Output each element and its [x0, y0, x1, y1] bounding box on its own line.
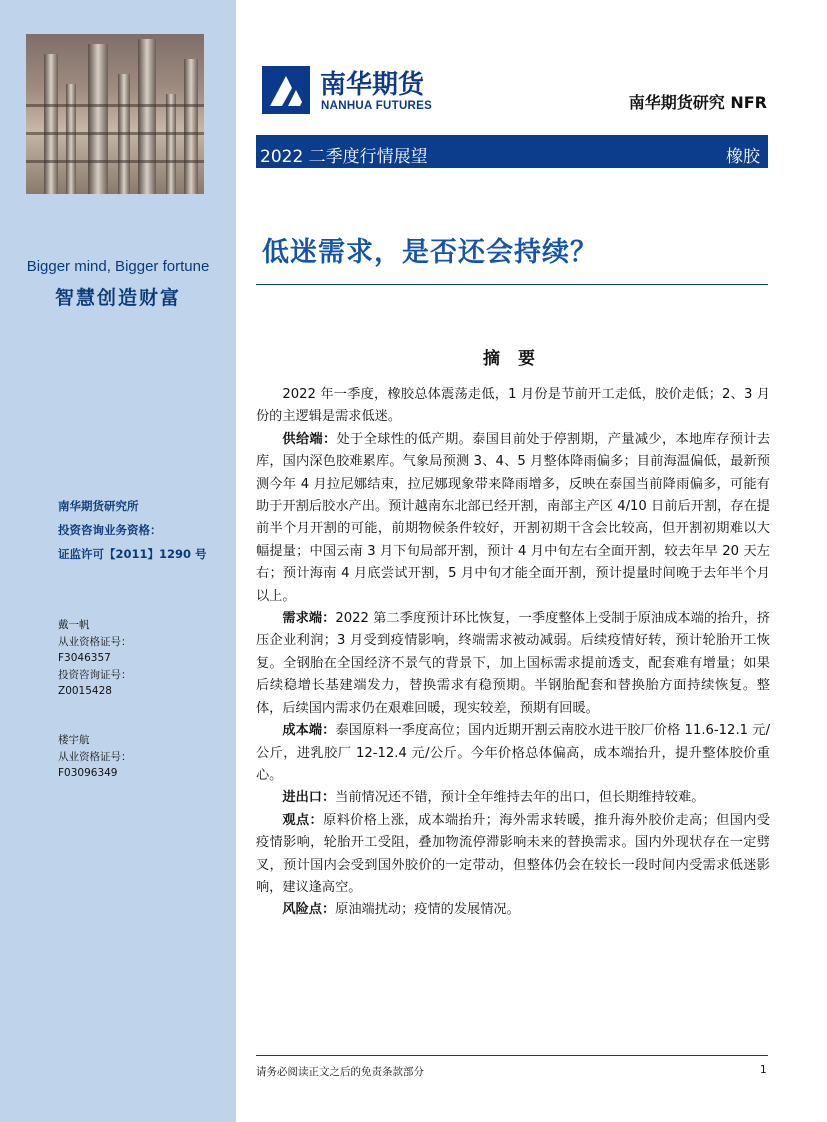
cert-number: F3046357: [58, 652, 111, 664]
qualification-label: 投资咨询业务资格：: [58, 523, 162, 537]
analyst-name: 楼宇航: [58, 734, 90, 746]
cert-label: 从业资格证号：: [58, 750, 132, 763]
page-number: 1: [760, 1064, 767, 1076]
title-divider: [256, 284, 768, 285]
paragraph-text: 当前情况还不错，预计全年维持去年的出口，但长期维持较难。: [335, 790, 705, 806]
analyst-2: [58, 732, 132, 782]
abstract-body: [256, 384, 770, 922]
invest-label: 投资咨询证号：: [58, 668, 132, 681]
institute-name: 南华期货研究所: [58, 499, 139, 513]
paragraph-text: 2022 第二季度预计环比恢复，一季度整体上受制于原油成本端的抬升，挤压企业利润；3 月受到疫情影响，终端需求被动减弱。后续疫情好转，预计轮胎开工恢复。全钢胎在全国经济不景气的背景下，加上国标需求提前透支，配套难有增量；如果后续稳增长基建端发力，替换需求有稳预期。半钢胎配套和替换胎方面持续恢复。整体，后续国内需求仍在艰难回暖，现实较差，预期有回暖。: [256, 611, 770, 716]
slogan-english: Bigger mind, Bigger fortune: [26, 258, 210, 275]
cert-label: 从业资格证号：: [58, 635, 132, 648]
paragraph-label: 观点：: [282, 812, 324, 828]
nanhua-logo-icon: [262, 66, 310, 114]
cert-number: F03096349: [58, 767, 118, 779]
report-title: 低迷需求，是否还会持续？: [262, 237, 598, 268]
footer-divider: [256, 1055, 768, 1056]
slogan-chinese: 智慧创造财富: [54, 287, 181, 309]
paragraph: [256, 810, 770, 900]
license-number: 证监许可【2011】1290 号: [58, 547, 207, 561]
analyst-name: 戴一帆: [58, 619, 90, 631]
logo-chinese: 南华期货: [320, 70, 425, 100]
logo-english: NANHUA FUTURES: [321, 100, 433, 112]
paragraph-text: 处于全球性的低产期。泰国目前处于停割期，产量减少，本地库存预计去库，国内深色胶难累库。气象局预测 3、4、5 月整体降雨偏多；目前海温偏低，最新预测今年 4 月拉尼娜结束，拉尼娜现象带来降雨增多，反映在泰国当前降雨偏多，可能有助于开割后胶水产出。预计越南东北部已经开割，南部主产区 4/10 日前后开割，存在提前半个月开割的可能，前期物候条件较好，开割初期干含会比较高，但开割初期难以大幅提量；中国云南 3 月下旬局部开割，预计 4 月中旬左右全面开割，较去年早 20 天左右；预计海南 4 月底尝试开割，5 月中旬才能全面开割，预计提量时间晚于去年半个月以上。: [256, 431, 771, 604]
paragraph-text: 原料价格上涨，成本端抬升；海外需求转暖，推升海外胶价走高；但国内受疫情影响，轮胎开工受阻，叠加物流停滞影响未来的替换需求。国内外现状存在一定劈叉，预计国内会受到国外胶价的一定带动，但整体仍会在较长一段时间内受需求低迷影响，建议逢高空。: [256, 812, 771, 895]
paragraph: [256, 608, 770, 720]
report-banner: [256, 135, 768, 168]
abstract-heading: 摘 要: [483, 349, 541, 369]
research-brand: 南华期货研究 NFR: [628, 93, 767, 112]
sidebar: [0, 0, 236, 1122]
paragraph: [256, 384, 770, 429]
banner-category: 橡胶: [726, 147, 760, 167]
paragraph-label: 风险点：: [282, 902, 336, 918]
paragraph: [256, 787, 770, 809]
paragraph: [256, 429, 770, 608]
paragraph-label: 进出口：: [282, 790, 336, 806]
paragraph-text: 原油端扰动；疫情的发展情况。: [335, 902, 520, 918]
paragraph: [256, 899, 770, 921]
paragraph-text: 泰国原料一季度高位；国内近期开割云南胶水进干胶厂价格 11.6-12.1 元/公斤，进乳胶厂 12-12.4 元/公斤。今年价格总体偏高，成本端抬升，提升整体胶价重心。: [256, 723, 771, 783]
paragraph: [256, 720, 770, 787]
refinery-photo: [26, 34, 204, 194]
analyst-1: [58, 617, 132, 700]
paragraph-label: 成本端：: [282, 723, 336, 739]
paragraph-label: 需求端：: [282, 611, 336, 627]
invest-number: Z0015428: [58, 685, 112, 697]
paragraph-label: 供给端：: [282, 431, 337, 447]
paragraph-text: 2022 年一季度，橡胶总体震荡走低，1 月份是节前开工走低，胶价走低；2、3 月份的主逻辑是需求低迷。: [256, 387, 770, 425]
banner-title: 2022 二季度行情展望: [260, 147, 428, 167]
disclaimer-note: 请务必阅读正文之后的免责条款部分: [256, 1066, 424, 1078]
